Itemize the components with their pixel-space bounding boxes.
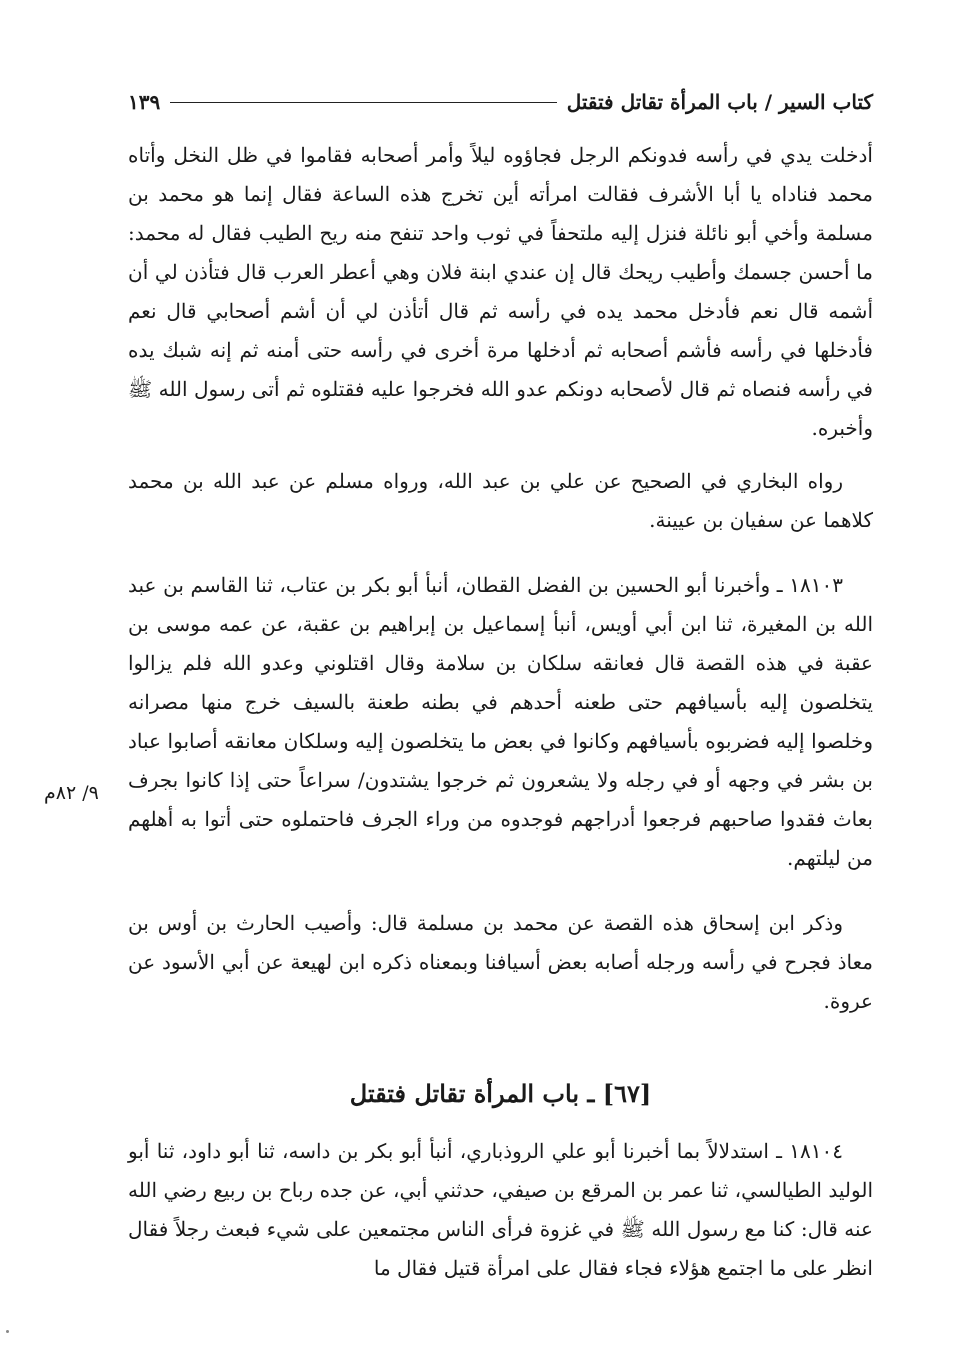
body-text-top (128, 136, 873, 1021)
page-number: ١٣٩ (128, 90, 161, 114)
paragraph-source-note: رواه البخاري في الصحيح عن علي بن عبد الله، ورواه مسلم عن عبد الله بن محمد كلاهما عن سفيان بن عيينة. (128, 469, 873, 532)
paragraph-hadith-18104: ١٨١٠٤ ـ استدلالاً بما أخبرنا أبو علي الروذباري، أنبأ أبو بكر بن داسه، ثنا أبو داود، ثنا أبو الوليد الطيالسي، ثنا عمر بن المرقع بن صيفي، حدثني أبي، عن جده رباح بن ربيع رضي الله عنه قال: كنا مع رسول الله ﷺ في غزوة فرأى الناس مجتمعين على شيء فبعث رجلاً فقال انظر على ما اجتمع هؤلاء فجاء فقال على امرأة قتيل فقال ما (128, 1139, 873, 1280)
margin-folio-note: ٩/ ٨٢م (44, 782, 99, 804)
header-title: كتاب السير / باب المرأة تقاتل فتقتل (566, 90, 873, 114)
paragraph-ibn-ishaq: وذكر ابن إسحاق هذه القصة عن محمد بن مسلمة قال: وأصيب الحارث بن أوس بن معاذ فجرح في رأسه ورجله أصابه بعض أسيافنا وبمعناه ذكره ابن لهيعة عن أبي الأسود عن عروة. (128, 911, 873, 1013)
paragraph-gap (128, 878, 873, 904)
paragraph-gap (128, 448, 873, 462)
header-rule (170, 102, 556, 103)
scan-speck (6, 1330, 9, 1333)
section-heading: [٦٧] ـ باب المرأة تقاتل فتقتل (349, 1079, 652, 1108)
paragraph-narration: أدخلت يدي في رأسه فدونكم الرجل فجاؤوه ليلاً وأمر أصحابه فقاموا في ظل النخل وأتاه محمد فناداه يا أبا الأشرف فقالت امرأته أين تخرج هذه الساعة فقال إنما هو محمد بن مسلمة وأخي أبو نائلة فنزل إليه ملتحفاً في ثوب واحد تنفح منه ريح الطيب فقال له محمد: ما أحسن جسمك وأطيب ريحك قال إن عندي ابنة فلان وهي أعطر العرب قال فتأذن لي أن أشمه قال نعم فأدخل محمد يده في رأسه ثم قال أتأذن لي أن أشم أصحابي قال نعم فأدخلها في رأسه فأشم أصحابه ثم أدخلها مرة أخرى في رأسه حتى أمنه ثم إنه شبك يده في رأسه فنصاه ثم قال لأصحابه دونكم عدو الله فخرجوا عليه فقتلوه ثم أتى رسول الله ﷺ وأخبره. (128, 143, 873, 440)
paragraph-hadith-18103: ١٨١٠٣ ـ وأخبرنا أبو الحسين بن الفضل القطان، أنبأ أبو بكر بن عتاب، ثنا القاسم بن عبد الله بن المغيرة، ثنا ابن أبي أويس، أنبأ إسماعيل بن إبراهيم بن عقبة، عن عمه موسى بن عقبة في هذه القصة قال فعانقه سلكان بن سلامة وقال اقتلوني وعدو الله فلم يزالوا يتخلصون إليه بأسيافهم حتى طعنه أحدهم في بطنه طعنة بالسيف خرج منها مصرانه وخلصوا إليه فضربوه بأسيافهم وكانوا في بعض ما يتخلصون إليه وسلكان معانقه أصابوا عباد بن بشر في وجهه أو في رجله ولا يشعرون ثم خرجوا يشتدون/ سراعاً حتى إذا كانوا بجرف بعاث فقدوا صاحبهم فرجعوا أدراجهم فوجدوه من وراء الجرف فاحتملوه حتى أتوا به أهلهم من ليلتهم. (128, 573, 873, 870)
running-header (128, 84, 873, 120)
section-heading-block (128, 1074, 873, 1114)
body-text-bottom (128, 1132, 873, 1288)
paragraph-gap (128, 540, 873, 566)
